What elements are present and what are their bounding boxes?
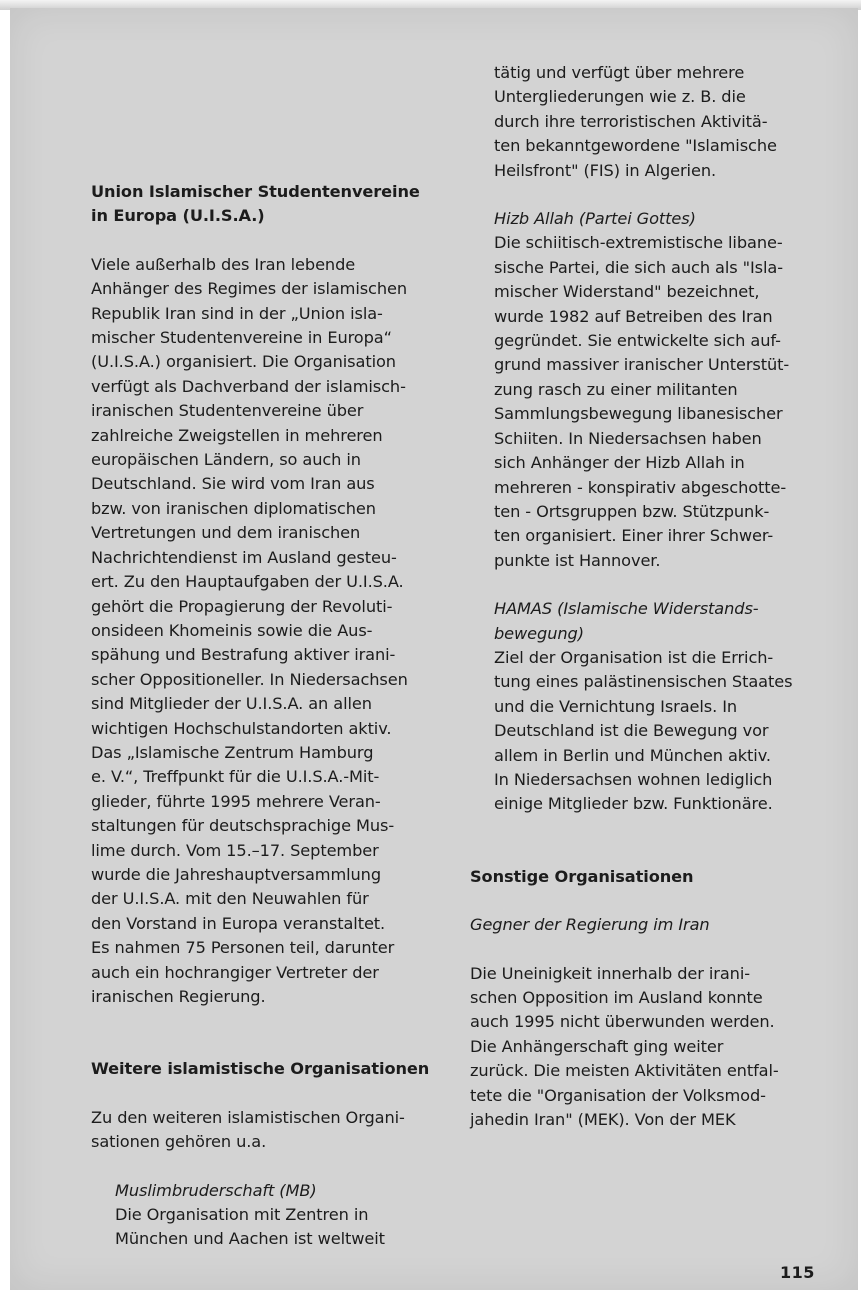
text-line: Zu den weiteren islamistischen Organi-: [91, 1107, 405, 1127]
weitere-paragraph: [91, 1106, 441, 1155]
text-line: bzw. von iranischen diplomatischen: [91, 498, 376, 518]
text-line: und die Vernichtung Israels. In: [494, 696, 738, 716]
hamas-title-line-2: bewegung): [494, 623, 584, 643]
text-line: Viele außerhalb des Iran lebende: [91, 254, 356, 274]
text-line: Die Organisation mit Zentren in: [115, 1205, 369, 1225]
text-line: München und Aachen ist weltweit: [115, 1229, 385, 1249]
text-line: grund massiver iranischer Unterstüt-: [494, 355, 790, 375]
text-line: der U.I.S.A. mit den Neuwahlen für: [91, 889, 369, 909]
text-line: auch 1995 nicht überwunden werden.: [470, 1012, 775, 1032]
text-line: wurde 1982 auf Betreiben des Iran: [494, 306, 773, 326]
text-line: europäischen Ländern, so auch in: [91, 450, 361, 470]
mb-section: [91, 1179, 441, 1252]
text-line: tätig und verfügt über mehrere: [494, 63, 745, 82]
text-line: zung rasch zu einer militanten: [494, 379, 738, 399]
mb-continued-paragraph: [494, 61, 820, 183]
text-line: Die schiitisch-extremistische libane-: [494, 233, 783, 253]
page-number: 115: [780, 1263, 815, 1282]
right-column: [470, 61, 820, 1132]
text-line: auch ein hochrangiger Vertreter der: [91, 962, 379, 982]
uisa-heading-line-2: in Europa (U.I.S.A.): [91, 206, 265, 226]
hamas-title-line-1: HAMAS (Islamische Widerstands-: [494, 599, 759, 619]
text-line: iranischen Regierung.: [91, 987, 266, 1006]
text-line: zurück. Die meisten Aktivitäten entfal-: [470, 1061, 779, 1081]
text-line: Es nahmen 75 Personen teil, darunter: [91, 938, 395, 958]
left-column: [91, 180, 441, 1252]
text-line: den Vorstand in Europa veranstaltet.: [91, 913, 386, 933]
text-line: onsideen Khomeinis sowie die Aus-: [91, 620, 373, 640]
uisa-paragraph: [91, 253, 441, 1010]
hizb-paragraph: [494, 231, 820, 573]
text-line: e. V.“, Treffpunkt für die U.I.S.A.-Mit-: [91, 767, 380, 787]
text-line: sationen gehören u.a.: [91, 1132, 267, 1152]
text-line: glieder, führte 1995 mehrere Veran-: [91, 791, 381, 811]
text-line: Das „Islamische Zentrum Hamburg: [91, 742, 374, 762]
text-line: Nachrichtendienst im Ausland gesteu-: [91, 547, 397, 567]
text-line: zahlreiche Zweigstellen in mehreren: [91, 425, 383, 445]
text-line: mischer Widerstand" bezeichnet,: [494, 282, 760, 302]
text-line: Vertretungen und dem iranischen: [91, 523, 361, 543]
weitere-heading: Weitere islamistische Organisationen: [91, 1059, 430, 1079]
text-line: ten organisiert. Einer ihrer Schwer-: [494, 526, 774, 546]
text-line: ert. Zu den Hauptaufgaben der U.I.S.A.: [91, 572, 404, 592]
text-line: Deutschland. Sie wird vom Iran aus: [91, 474, 375, 494]
text-line: tung eines palästinensischen Staates: [494, 672, 793, 692]
text-line: (U.I.S.A.) organisiert. Die Organisation: [91, 352, 396, 372]
text-line: wichtigen Hochschulstandorten aktiv.: [91, 718, 392, 738]
text-line: ten - Ortsgruppen bzw. Stützpunk-: [494, 501, 770, 521]
text-line: allem in Berlin und München aktiv.: [494, 745, 771, 765]
text-line: spähung und Bestrafung aktiver irani-: [91, 645, 396, 665]
text-line: schen Opposition im Ausland konnte: [470, 988, 763, 1007]
gegner-title: Gegner der Regierung im Iran: [470, 915, 710, 935]
text-line: Untergliederungen wie z. B. die: [494, 87, 746, 107]
hamas-paragraph: [494, 646, 820, 817]
text-line: Die Anhängerschaft ging weiter: [470, 1036, 724, 1056]
text-line: staltungen für deutschsprachige Mus-: [91, 816, 395, 836]
text-line: iranischen Studentenvereine über: [91, 401, 364, 421]
text-line: mischer Studentenvereine in Europa“: [91, 328, 392, 348]
text-line: einige Mitglieder bzw. Funktionäre.: [494, 794, 773, 814]
text-line: sind Mitglieder der U.I.S.A. an allen: [91, 694, 372, 714]
text-line: In Niedersachsen wohnen lediglich: [494, 769, 773, 789]
text-line: Republik Iran sind in der „Union isla-: [91, 303, 383, 323]
text-line: Anhänger des Regimes der islamischen: [91, 279, 408, 299]
text-line: ten bekanntgewordene "Islamische: [494, 136, 777, 156]
text-line: Ziel der Organisation ist die Errich-: [494, 647, 774, 667]
text-line: Schiiten. In Niedersachsen haben: [494, 428, 762, 448]
text-line: scher Oppositioneller. In Niedersachsen: [91, 669, 408, 689]
text-line: mehreren - konspirativ abgeschotte-: [494, 477, 787, 497]
text-line: Deutschland ist die Bewegung vor: [494, 721, 769, 741]
text-line: Sammlungsbewegung libanesischer: [494, 404, 783, 424]
text-line: jahedin Iran" (MEK). Von der MEK: [470, 1110, 736, 1130]
text-line: verfügt als Dachverband der islamisch-: [91, 376, 406, 396]
mb-paragraph: [115, 1203, 441, 1252]
text-line: Heilsfront" (FIS) in Algerien.: [494, 160, 717, 180]
text-line: Die Uneinigkeit innerhalb der irani-: [470, 963, 750, 983]
text-line: sich Anhänger der Hizb Allah in: [494, 453, 745, 473]
mb-continued-section: [470, 61, 820, 817]
text-line: gehört die Propagierung der Revoluti-: [91, 596, 393, 616]
text-line: punkte ist Hannover.: [494, 550, 661, 570]
text-line: lime durch. Vom 15.–17. September: [91, 840, 379, 860]
text-line: gegründet. Sie entwickelte sich auf-: [494, 331, 781, 351]
gegner-paragraph: [470, 962, 820, 1133]
uisa-heading-line-1: Union Islamischer Studentenvereine: [91, 182, 420, 201]
text-line: sische Partei, die sich auch als "Isla-: [494, 257, 783, 277]
mb-title: Muslimbruderschaft (MB): [115, 1180, 317, 1200]
text-line: wurde die Jahreshauptversammlung: [91, 864, 382, 884]
text-line: tete die "Organisation der Volksmod-: [470, 1085, 766, 1105]
sonstige-heading: Sonstige Organisationen: [470, 866, 694, 886]
hizb-title: Hizb Allah (Partei Gottes): [494, 209, 696, 229]
text-line: durch ihre terroristischen Aktivitä-: [494, 111, 768, 131]
